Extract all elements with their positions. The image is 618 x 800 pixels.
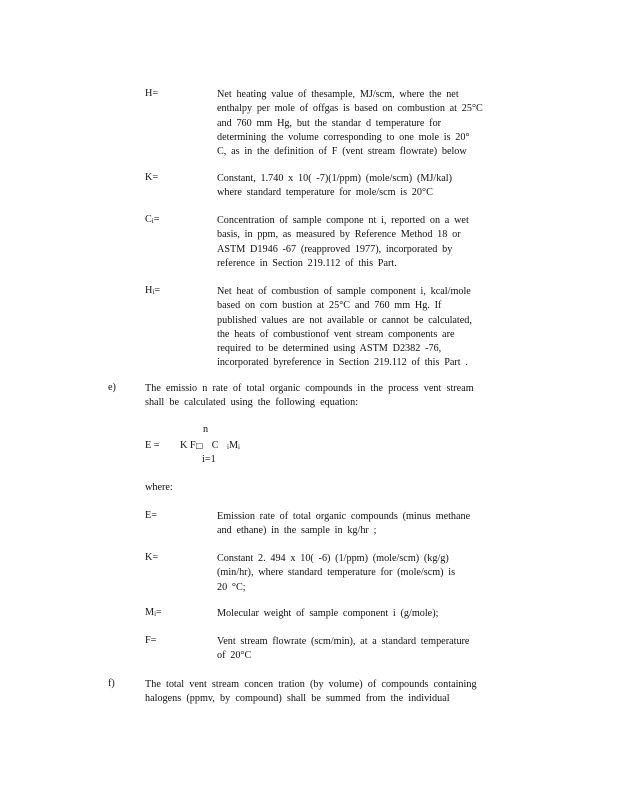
text-line: (min/hr), where standard temperature for (mole/scm) is — [217, 567, 456, 579]
where-label: where: — [145, 482, 173, 493]
term-hi — [145, 285, 160, 296]
section-e-paragraph — [145, 382, 515, 411]
summation-lower: i=1 — [202, 454, 216, 465]
equation-rhs — [180, 440, 240, 451]
text-line: published values are not available or cannot be calculated, — [217, 314, 472, 326]
equation-c: C — [211, 440, 219, 451]
equation-lhs: E = — [145, 440, 160, 451]
term-subscript: i — [151, 217, 154, 225]
term-mi — [145, 607, 162, 618]
definition-e — [217, 510, 502, 539]
section-f-paragraph — [145, 678, 515, 707]
term-h: H= — [145, 88, 159, 99]
equation-sub-i: i — [227, 443, 229, 451]
term-e: E= — [145, 510, 157, 521]
term-letter: H — [145, 285, 153, 296]
equation-sub-i2: i — [238, 443, 240, 451]
text-line: Vent stream flowrate (scm/min), at a standard temperature — [217, 636, 470, 647]
section-f-letter: f) — [108, 678, 115, 689]
equation-m: M — [228, 440, 239, 451]
summation-upper: n — [203, 424, 209, 435]
text-line: The total vent stream concen tration (by volume) of compounds containing — [145, 679, 477, 690]
term-subscript: i — [154, 610, 157, 618]
text-line: Net heat of combustion of sample component i, kcal/mole — [217, 286, 471, 297]
text-line: 20 °C; — [217, 581, 246, 593]
definition-ci — [217, 214, 502, 271]
text-line: basis, in ppm, as measured by Reference Method 18 or — [217, 229, 461, 241]
text-line: Constant 2. 494 x 10( -6) (1/ppm) (mole/scm) (kg/g) — [217, 553, 449, 564]
text-line: C, as in the definition of F (vent stream flowrate) below — [217, 146, 467, 158]
term-equals: = — [154, 285, 161, 296]
term-f: F= — [145, 635, 157, 646]
text-line: and 760 mm Hg, but the standar d temperature for — [217, 117, 442, 129]
text-line: Emission rate of total organic compounds (minus methane — [217, 511, 471, 522]
text-line: where standard temperature for mole/scm is 20°C — [217, 187, 433, 199]
term-equals: = — [156, 607, 162, 618]
term-letter: M — [145, 607, 155, 618]
text-line: and ethane) in the sample in kg/hr ; — [217, 525, 377, 537]
text-line: Net heating value of thesample, MJ/scm, where the net — [217, 89, 459, 100]
missing-symbol-box: □ — [195, 441, 204, 450]
text-line: Molecular weight of sample component i (g/mole); — [217, 608, 439, 619]
section-e-letter: e) — [108, 382, 116, 393]
term-letter: C — [145, 214, 152, 225]
text-line: of 20°C — [217, 650, 252, 662]
text-line: enthalpy per mole of offgas is based on combustion at 25°C — [217, 103, 483, 115]
term-subscript: i — [152, 288, 155, 296]
text-line: The emissio n rate of total organic compounds in the process vent stream — [145, 383, 474, 394]
text-line: ASTM D1946 -67 (reapproved 1977), incorporated by — [217, 243, 453, 255]
text-line: incorporated byreference in Section 219.112 of this Part . — [217, 357, 468, 369]
text-line: halogens (ppmv, by compound) shall be summed from the individual — [145, 693, 450, 705]
term-k2: K= — [145, 552, 159, 563]
definition-mi — [217, 607, 502, 621]
definition-h — [217, 88, 502, 159]
term-k: K= — [145, 172, 159, 183]
text-line: required to be determined using ASTM D2382 -76, — [217, 343, 442, 355]
definition-k — [217, 172, 502, 201]
text-line: Constant, 1.740 x 10( -7)(1/ppm) (mole/scm) (MJ/kal) — [217, 173, 453, 184]
definition-k2 — [217, 552, 502, 595]
text-line: shall be calculated using the following equation: — [145, 397, 359, 409]
text-line: determining the volume corresponding to one mole is 20° — [217, 131, 470, 143]
text-line: based on com bustion at 25°C and 760 mm Hg. If — [217, 300, 442, 312]
equation-kf: K F — [180, 440, 196, 451]
definition-hi — [217, 285, 502, 371]
text-line: reference in Section 219.112 of this Part. — [217, 257, 397, 269]
text-line: the heats of combustionof vent stream components are — [217, 328, 455, 340]
definition-f — [217, 635, 502, 664]
term-equals: = — [153, 214, 160, 225]
term-ci — [145, 214, 160, 225]
text-line: Concentration of sample compone nt i, reported on a wet — [217, 215, 469, 226]
